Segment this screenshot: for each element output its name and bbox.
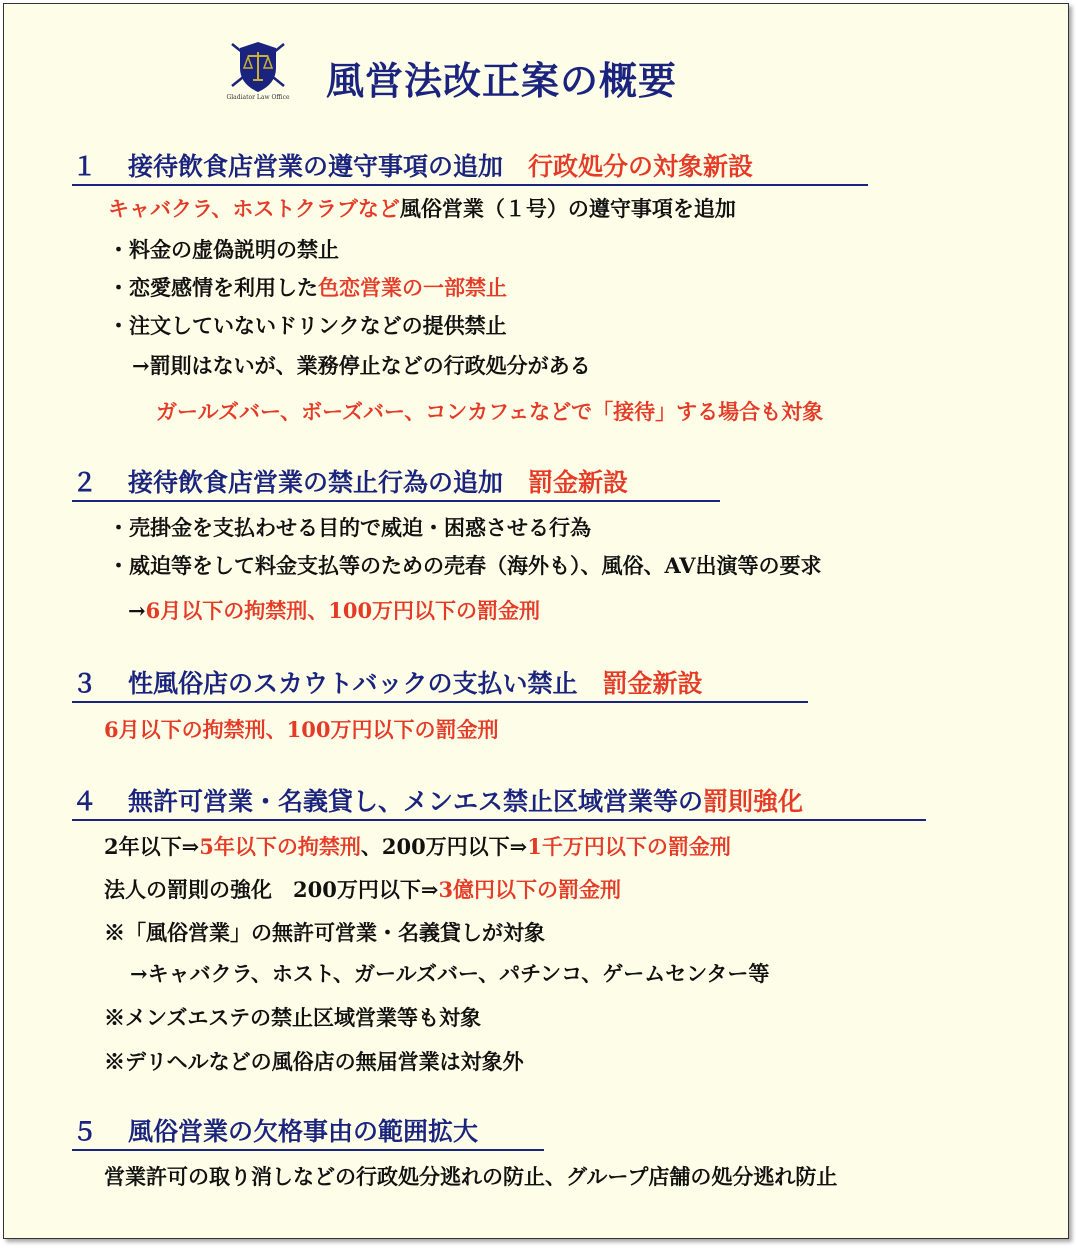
- section-2-penalty-text: 6月以下の拘禁刑、100万円以下の罰金刑: [145, 598, 541, 623]
- section-1-bullet-1: ・料金の虚偽説明の禁止: [108, 237, 339, 262]
- section-4-line-6: ※デリヘルなどの風俗店の無届営業は対象外: [104, 1049, 524, 1074]
- section-3-penalty: 6月以下の拘禁刑、100万円以下の罰金刑: [104, 717, 499, 742]
- section-4-line-1-a: 2年以下⇒: [104, 834, 200, 859]
- section-3-tag: 罰金新設: [602, 669, 703, 698]
- section-1-intro-text: 風俗営業（１号）の遵守事項を追加: [399, 196, 736, 221]
- section-1-bullet-2-text: ・恋愛感情を利用した: [108, 275, 318, 300]
- section-2-penalty: [128, 595, 540, 625]
- section-4-line-2-a: 法人の罰則の強化 200万円以下⇒: [104, 877, 439, 902]
- section-1-bullet-3: ・注文していないドリンクなどの提供禁止: [108, 313, 507, 338]
- section-4-number: ４: [72, 787, 98, 816]
- section-4-title: 無許可営業・名義貸し、メンエス禁止区域営業等の: [128, 787, 704, 816]
- section-1-tag: 行政処分の対象新設: [528, 152, 754, 181]
- section-2-number: ２: [72, 468, 98, 497]
- section-3-heading: [72, 667, 808, 703]
- section-4-line-2: [104, 874, 621, 904]
- section-4-heading: [72, 785, 926, 821]
- section-1-heading: [72, 150, 868, 186]
- section-1-intro: [108, 193, 736, 223]
- section-4-line-4: →キャバクラ、ホスト、ガールズバー、パチンコ、ゲームセンター等: [130, 961, 770, 986]
- section-2-title: 接待飲食店営業の禁止行為の追加: [128, 468, 504, 497]
- section-2-penalty-arrow: →: [128, 598, 146, 623]
- law-office-logo: [226, 40, 290, 108]
- section-1-bullet-2-highlight: 色恋営業の一部禁止: [318, 275, 507, 300]
- section-1-arrow-note: →罰則はないが、業務停止などの行政処分がある: [132, 353, 591, 378]
- section-5-heading: [72, 1115, 544, 1151]
- section-4-tag: 罰則強化: [703, 787, 804, 816]
- section-3-title: 性風俗店のスカウトバックの支払い禁止: [128, 669, 578, 698]
- section-5-line: 営業許可の取り消しなどの行政処分逃れの防止、グループ店舗の処分逃れ防止: [104, 1164, 838, 1189]
- section-1-scope-note: ガールズバー、ボーズバー、コンカフェなどで「接待」する場合も対象: [156, 399, 824, 424]
- section-5-title: 風俗営業の欠格事由の範囲拡大: [128, 1117, 479, 1146]
- section-4-line-2-b: 3億円以下の罰金刑: [438, 877, 622, 902]
- section-2-tag: 罰金新設: [528, 468, 629, 497]
- shield-scales-icon: [226, 40, 290, 96]
- section-2-heading: [72, 466, 720, 502]
- section-5-number: ５: [72, 1117, 98, 1146]
- section-2-bullet-1: ・売掛金を支払わせる目的で威迫・困惑させる行為: [108, 515, 591, 540]
- slide: [3, 3, 1069, 1239]
- section-1-number: １: [72, 152, 98, 181]
- section-4-line-3: ※「風俗営業」の無許可営業・名義貸しが対象: [104, 920, 545, 945]
- page-title: 風営法改正案の概要: [326, 59, 678, 103]
- section-4-line-1-c: 、200万円以下⇒: [360, 834, 528, 859]
- section-3-number: ３: [72, 669, 98, 698]
- section-1-title: 接待飲食店営業の遵守事項の追加: [128, 152, 504, 181]
- section-4-line-1: [104, 831, 731, 861]
- section-4-line-1-b: 5年以下の拘禁刑: [199, 834, 361, 859]
- logo-caption: Gladiator Law Office: [226, 94, 290, 101]
- section-1-intro-highlight: キャバクラ、ホストクラブなど: [108, 196, 400, 221]
- section-1-bullet-2: [108, 272, 507, 302]
- section-4-line-1-d: 1千万円以下の罰金刑: [527, 834, 731, 859]
- section-4-line-5: ※メンズエステの禁止区域営業等も対象: [104, 1005, 481, 1030]
- section-2-bullet-2: ・威迫等をして料金支払等のための売春（海外も）、風俗、AV出演等の要求: [108, 553, 822, 578]
